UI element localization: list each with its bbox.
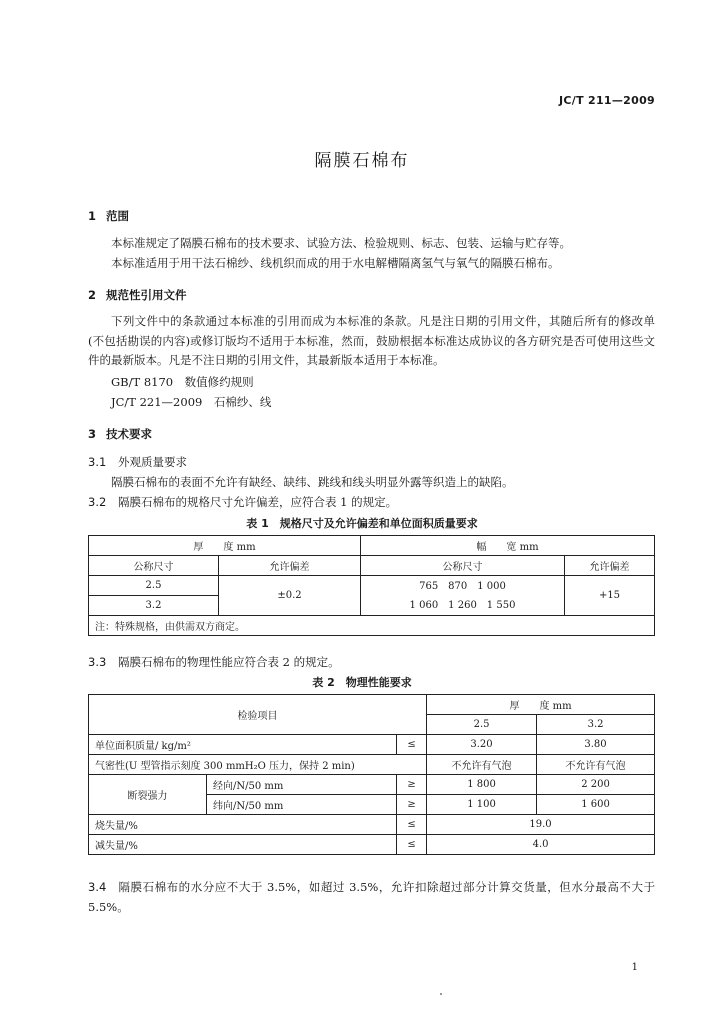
section-3-heading <box>88 426 152 442</box>
section-title: 范围 <box>106 209 129 223</box>
clause-number: 3.1 <box>88 455 107 469</box>
table-row <box>89 755 655 775</box>
table-header-cell: 允许偏差 <box>219 556 361 576</box>
section-title: 技术要求 <box>106 427 152 441</box>
table-cell: ≥ <box>397 795 427 815</box>
table-cell: ≤ <box>397 735 427 755</box>
scope-paragraph-2: 本标准适用于用干法石棉纱、线机织而成的用于水电解槽隔离氢气与氧气的隔膜石棉布。 <box>111 256 560 270</box>
table-cell: ±0.2 <box>219 576 361 616</box>
table-row <box>89 815 655 835</box>
clause-3-1-heading <box>88 454 187 470</box>
table-2 <box>88 694 655 855</box>
table-header-cell: 公称尺寸 <box>361 556 565 576</box>
table-2-caption: 表 2 物理性能要求 <box>312 676 412 689</box>
table-cell: 19.0 <box>427 815 655 835</box>
table-cell: 1 800 <box>427 775 537 795</box>
table-1-caption: 表 1 规格尺寸及允许偏差和单位面积质量要求 <box>246 517 478 530</box>
clause-title: 外观质量要求 <box>118 455 187 469</box>
table-header-cell: 厚 度 mm <box>427 695 655 715</box>
clause-text: 隔膜石棉布的规格尺寸允许偏差，应符合表 1 的规定。 <box>118 495 398 509</box>
table-row <box>89 576 655 596</box>
table-cell: 1 600 <box>537 795 655 815</box>
table-cell: 断裂强力 <box>89 775 207 815</box>
table-cell: 烧失量/% <box>89 815 397 835</box>
table-cell: +15 <box>565 576 655 616</box>
table-cell: 2 200 <box>537 775 655 795</box>
table-cell: 经向/N/50 mm <box>207 775 397 795</box>
table-row <box>89 556 655 576</box>
table-cell: 减失量/% <box>89 835 397 855</box>
table-cell: 1 100 <box>427 795 537 815</box>
table-cell: 3.80 <box>537 735 655 755</box>
table-cell: 气密性(U 型管指示刻度 300 mmH₂O 压力，保持 2 min) <box>89 755 427 775</box>
table-note: 注：特殊规格，由供需双方商定。 <box>89 616 655 636</box>
table-cell: 不允许有气泡 <box>427 755 537 775</box>
clause-number: 3.2 <box>88 495 107 509</box>
table-cell: 3.2 <box>89 596 219 616</box>
clause-3-2 <box>88 494 397 510</box>
table-header-cell: 检验项目 <box>89 695 427 735</box>
section-1-heading <box>88 208 129 224</box>
table-row <box>89 616 655 636</box>
clause-number: 3.3 <box>88 655 107 669</box>
table-cell: 不允许有气泡 <box>537 755 655 775</box>
table-row <box>89 735 655 755</box>
clause-3-1-text: 隔膜石棉布的表面不允许有缺经、缺纬、跳线和线头明显外露等织造上的缺陷。 <box>111 475 514 489</box>
reference-jc-t-221: JC/T 221—2009 石棉纱、线 <box>111 395 272 409</box>
table-header-cell: 3.2 <box>537 715 655 735</box>
section-number: 3 <box>88 427 97 441</box>
section-number: 2 <box>88 288 97 302</box>
page-title: 隔膜石棉布 <box>314 151 410 171</box>
clause-text: 隔膜石棉布的物理性能应符合表 2 的规定。 <box>118 655 340 669</box>
table-cell: 4.0 <box>427 835 655 855</box>
table-cell: 3.20 <box>427 735 537 755</box>
table-header-cell: 公称尺寸 <box>89 556 219 576</box>
width-values-line: 765 870 1 000 <box>419 580 506 592</box>
clause-3-3 <box>88 654 340 670</box>
section-title: 规范性引用文件 <box>106 288 187 302</box>
table-cell: ≥ <box>397 775 427 795</box>
clause-number: 3.4 <box>88 880 107 894</box>
table-cell: 纬向/N/50 mm <box>207 795 397 815</box>
table-header-cell: 2.5 <box>427 715 537 735</box>
table-cell: ≤ <box>397 835 427 855</box>
table-cell: ≤ <box>397 815 427 835</box>
section-2-heading <box>88 287 187 303</box>
table-row <box>89 775 655 795</box>
width-values-line: 1 060 1 260 1 550 <box>409 599 516 611</box>
scope-paragraph-1: 本标准规定了隔膜石棉布的技术要求、试验方法、检验规则、标志、包装、运输与贮存等。 <box>111 236 571 250</box>
section-number: 1 <box>88 209 97 223</box>
table-1 <box>88 535 655 636</box>
reference-gb-t-8170: GB/T 8170 数值修约规则 <box>111 375 254 389</box>
table-header-cell: 允许偏差 <box>565 556 655 576</box>
table-row <box>89 835 655 855</box>
page-number: 1 <box>631 962 638 973</box>
scan-speck <box>440 993 442 995</box>
table-cell <box>361 576 565 616</box>
clause-text: 隔膜石棉布的水分应不大于 3.5%，如超过 3.5%，允许扣除超过部分计算交货量，但水分最高不大于 5.5%。 <box>88 880 655 914</box>
table-cell: 2.5 <box>89 576 219 596</box>
table-cell: 单位面积质量/ kg/m² <box>89 735 397 755</box>
clause-3-4 <box>88 878 655 917</box>
table-header-cell: 幅 宽 mm <box>361 536 655 556</box>
table-row <box>89 536 655 556</box>
table-header-cell: 厚 度 mm <box>89 536 361 556</box>
normative-references-paragraph: 下列文件中的条款通过本标准的引用而成为本标准的条款。凡是注日期的引用文件，其随后所有的修改单(不包括勘误的内容)或修订版均不适用于本标准，然而，鼓励根据本标准达成协议的各方研究是否可使用这些文件的最新版本。凡是不注日期的引用文件，其最新版本适用于本标准。 <box>88 314 655 367</box>
standard-code: JC/T 211—2009 <box>559 94 655 107</box>
table-row <box>89 695 655 715</box>
